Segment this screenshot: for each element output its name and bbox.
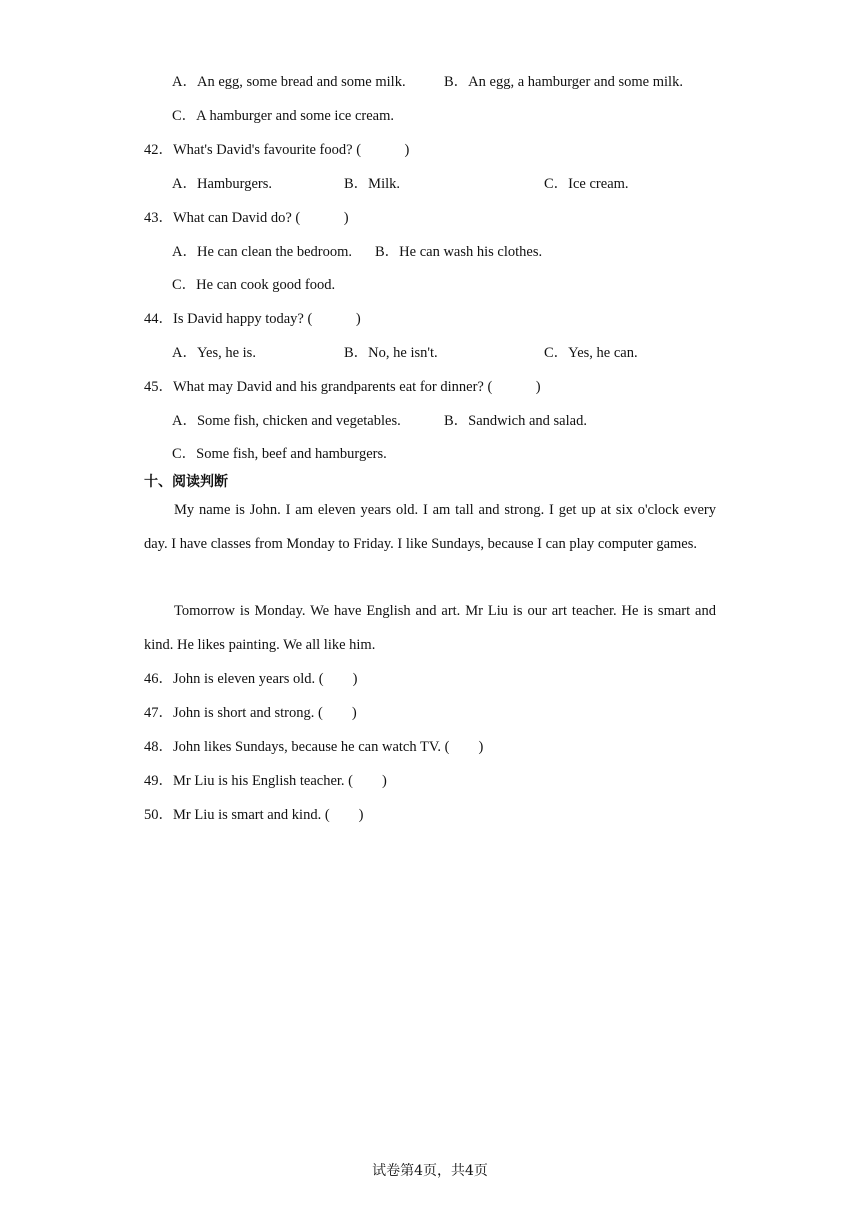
- statement-48: 48．John likes Sundays, because he can watch TV. ( ): [144, 739, 484, 755]
- q43-question: 43．What can David do? ( ): [144, 210, 349, 226]
- section-heading: 十、阅读判断: [144, 474, 228, 490]
- q41-option-b: [444, 72, 683, 92]
- q43-option-a: [172, 242, 352, 262]
- option-letter: B．: [344, 345, 369, 361]
- statement-50: 50．Mr Liu is smart and kind. ( ): [144, 807, 364, 823]
- statement-46: 46．John is eleven years old. ( ): [144, 671, 358, 687]
- option-letter: A．: [172, 74, 197, 90]
- q45-question: 45．What may David and his grandparents eat for dinner? ( ): [144, 379, 541, 395]
- q44-option-b: [344, 343, 438, 363]
- option-letter: A．: [172, 345, 197, 361]
- option-text: No, he isn't.: [368, 345, 438, 361]
- option-letter: B．: [375, 244, 400, 260]
- q44-option-c: [544, 343, 638, 363]
- q42-question: 42．What's David's favourite food? ( ): [144, 142, 410, 158]
- option-text: Milk.: [368, 176, 400, 192]
- statement-47: 47．John is short and strong. ( ): [144, 705, 357, 721]
- option-text: He can wash his clothes.: [399, 244, 543, 260]
- option-text: Yes, he is.: [196, 345, 256, 361]
- reading-paragraph-1: My name is John. I am eleven years old. I am tall and strong. I get up at six o'clock every day. I have classes from Monday to Friday. I like Sundays, because I can play computer games.: [144, 502, 716, 552]
- option-letter: A．: [172, 176, 197, 192]
- reading-paragraph-2: Tomorrow is Monday. We have English and art. Mr Liu is our art teacher. He is smart and kind. He likes painting. We all like him.: [144, 603, 716, 653]
- option-letter: A．: [172, 244, 197, 260]
- q42-option-b: [344, 174, 400, 194]
- option-text: Some fish, beef and hamburgers.: [196, 446, 387, 462]
- option-text: He can clean the bedroom.: [196, 244, 352, 260]
- option-letter: B．: [344, 176, 369, 192]
- q44-question: 44．Is David happy today? ( ): [144, 311, 361, 327]
- option-text: An egg, some bread and some milk.: [196, 74, 406, 90]
- q41-option-a: [172, 72, 406, 92]
- option-text: He can cook good food.: [196, 277, 336, 293]
- option-text: Ice cream.: [568, 176, 629, 192]
- option-text: A hamburger and some ice cream.: [196, 108, 394, 124]
- q45-option-b: [444, 411, 587, 431]
- q45-option-a: [172, 411, 401, 431]
- option-letter: C．: [172, 446, 197, 462]
- q43-option-b: [375, 242, 542, 262]
- q42-option-c: [544, 174, 629, 194]
- option-text: Yes, he can.: [568, 345, 638, 361]
- option-text: An egg, a hamburger and some milk.: [468, 74, 683, 90]
- option-letter: C．: [544, 176, 569, 192]
- option-letter: C．: [172, 108, 197, 124]
- option-text: Some fish, chicken and vegetables.: [196, 413, 401, 429]
- page-footer: 试卷第4页，共4页: [372, 1163, 488, 1179]
- q44-option-a: [172, 343, 256, 363]
- option-text: Hamburgers.: [196, 176, 273, 192]
- option-letter: B．: [444, 413, 469, 429]
- q45-option-c: [172, 444, 387, 464]
- q42-option-a: [172, 174, 272, 194]
- option-letter: C．: [544, 345, 569, 361]
- option-letter: A．: [172, 413, 197, 429]
- statement-49: 49．Mr Liu is his English teacher. ( ): [144, 773, 387, 789]
- option-letter: C．: [172, 277, 197, 293]
- option-text: Sandwich and salad.: [468, 413, 587, 429]
- q43-option-c: [172, 275, 335, 295]
- option-letter: B．: [444, 74, 469, 90]
- q41-option-c: [172, 106, 394, 126]
